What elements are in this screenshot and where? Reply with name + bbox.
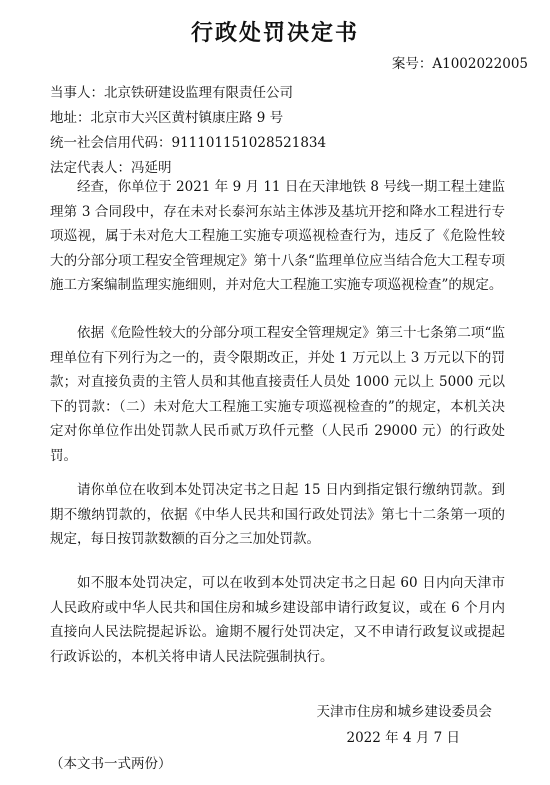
case-number: 案号：A1002022005 (391, 56, 528, 72)
credit-code: 统一社会信用代码：911101151028521834 (50, 135, 327, 151)
copies-note: （本文书一式两份） (50, 756, 172, 772)
payment-paragraph: 请你单位在收到本处罚决定书之日起 15 日内到指定银行缴纳罚款。到期不缴纳罚款的，依据《中华人民共和国行政处罚法》第七十二条第一项的规定，每日按罚款数额的百分之三加处罚款。 (50, 482, 505, 547)
issue-date: 2022 年 4 月 7 日 (346, 730, 460, 746)
appeal-paragraph: 如不服本处罚决定，可以在收到本处罚决定书之日起 60 日内向天津市人民政府或中华人民共和国住房和城乡建设部申请行政复议，或在 6 个月内直接向人民法院提起诉讼。逾期不履行处罚决定，又不申请行政复议或提起行政诉讼的，本机关将申请人民法院强制执行。 (50, 575, 505, 665)
party-name: 当事人：北京铁研建设监理有限责任公司 (50, 85, 293, 101)
issuing-authority: 天津市住房和城乡建设委员会 (316, 704, 492, 720)
finding-paragraph: 经查，你单位于 2021 年 9 月 11 日在天津地铁 8 号线一期工程土建监理第 3 合同段中，存在未对长泰河东站主体涉及基坑开挖和降水工程进行专项巡视，属于未对危大工程施工实施专项巡视检查行为，违反了《危险性较大的分部分项工程安全管理规定》第十八条“监理单位应当结合危大工程专项施工方案编制监理实施细则，并对危大工程施工实施专项巡视检查”的规定。 (50, 179, 505, 293)
party-address: 地址：北京市大兴区黄村镇康庄路 9 号 (50, 110, 284, 126)
penalty-basis-paragraph: 依据《危险性较大的分部分项工程安全管理规定》第三十七条第二项“监理单位有下列行为之一的，责令限期改正，并处 1 万元以上 3 万元以下的罚款；对直接负责的主管人员和其他直接责任人员处 1000 元以上 5000 元以下的罚款：（二）未对危大工程施工实施专项巡视检查的”的规定，本机关决定对你单位作出处罚款人民币贰万玖仟元整（人民币 29000 元）的行政处罚。 (50, 325, 505, 464)
legal-representative: 法定代表人：冯延明 (50, 160, 172, 176)
document-title: 行政处罚决定书 (190, 21, 359, 46)
